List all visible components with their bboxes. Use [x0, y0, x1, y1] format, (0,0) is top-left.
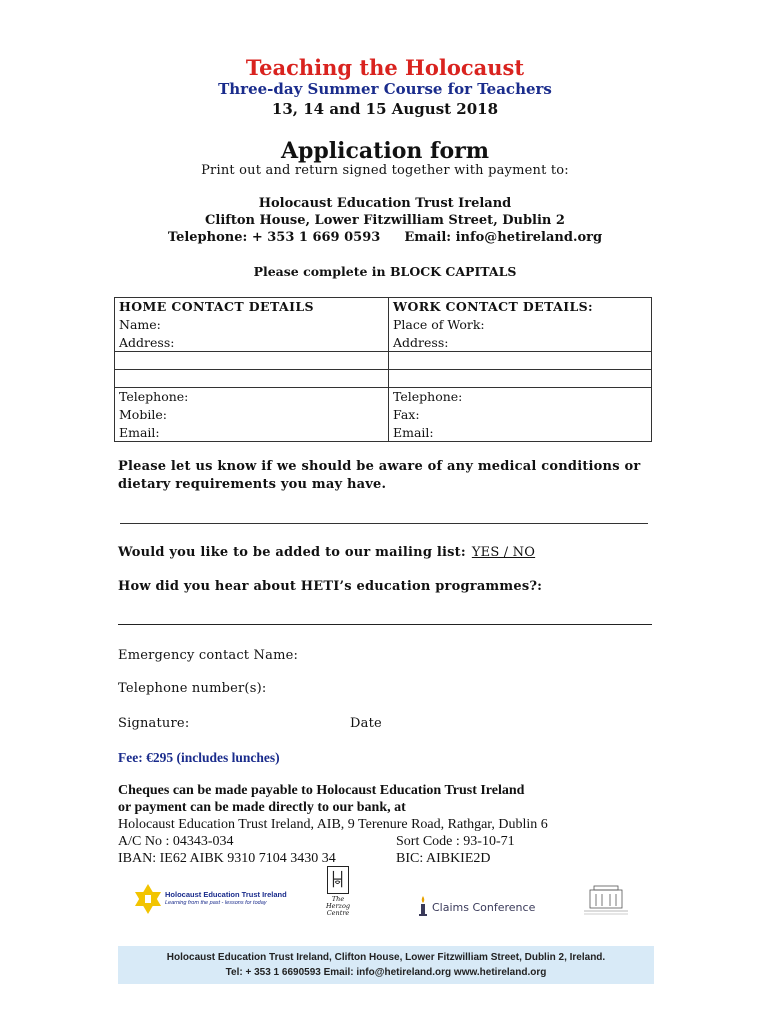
- organisation-name: Holocaust Education Trust Ireland: [258, 196, 512, 211]
- home-address-line-3[interactable]: [115, 370, 389, 388]
- footer-address: Holocaust Education Trust Ireland, Clifton House, Lower Fitzwilliam Street, Dublin 2, Ireland.: [166, 952, 606, 963]
- star-of-david-icon: [132, 882, 164, 916]
- course-subtitle: Three-day Summer Course for Teachers: [218, 80, 552, 98]
- bank-payment-instruction: or payment can be made directly to our bank, at: [118, 800, 406, 815]
- bic: BIC: AIBKIE2D: [396, 851, 491, 866]
- emergency-contact-field[interactable]: Emergency contact Name:: [118, 648, 299, 663]
- footer-contact: Tel: + 353 1 6690593 Email: info@hetireland.org www.hetireland.org: [225, 967, 547, 978]
- course-dates: 13, 14 and 15 August 2018: [271, 100, 499, 118]
- heti-logo: [132, 882, 292, 918]
- home-mobile-field[interactable]: Mobile:: [115, 406, 389, 424]
- organisation-email: Email: info@hetireland.org: [404, 230, 603, 245]
- referral-question: How did you hear about HETI’s education programmes?:: [118, 579, 543, 594]
- heti-logo-name: Holocaust Education Trust Ireland: [165, 890, 287, 899]
- mailing-list-options[interactable]: YES / NO: [471, 545, 536, 560]
- work-fax-field[interactable]: Fax:: [389, 406, 652, 424]
- work-address-line-2[interactable]: [389, 352, 652, 370]
- home-telephone-field[interactable]: Telephone:: [115, 388, 389, 406]
- work-telephone-field[interactable]: Telephone:: [389, 388, 652, 406]
- home-contact-header: HOME CONTACT DETAILS: [115, 298, 389, 316]
- herzog-centre-logo: [320, 866, 356, 920]
- herzog-monogram-icon: [327, 866, 349, 894]
- signature-field[interactable]: Signature:: [118, 716, 190, 731]
- date-field[interactable]: Date: [350, 716, 382, 731]
- heti-logo-tagline: Learning from the past - lessons for today: [165, 900, 267, 906]
- herzog-centre-name: The Herzog Centre: [325, 895, 351, 917]
- work-email-field[interactable]: Email:: [389, 424, 652, 442]
- contact-details-table: [114, 297, 652, 442]
- home-address-line-2[interactable]: [115, 352, 389, 370]
- cheque-instruction: Cheques can be made payable to Holocaust Education Trust Ireland: [118, 783, 525, 798]
- sort-code: Sort Code : 93-10-71: [396, 834, 515, 849]
- home-email-field[interactable]: Email:: [115, 424, 389, 442]
- footer-banner: [118, 946, 654, 984]
- medical-question: Please let us know if we should be aware of any medical conditions or dietary requirements you may have.: [118, 459, 641, 492]
- work-place-field[interactable]: Place of Work:: [389, 316, 652, 334]
- home-address-field[interactable]: Address:: [115, 334, 389, 352]
- telephone-numbers-field[interactable]: Telephone number(s):: [118, 681, 267, 696]
- claims-conference-logo: [416, 895, 540, 919]
- bank-details: Holocaust Education Trust Ireland, AIB, 9 Terenure Road, Rathgar, Dublin 6: [118, 817, 548, 832]
- organisation-contact: [0, 230, 770, 245]
- home-name-field[interactable]: Name:: [115, 316, 389, 334]
- organisation-telephone: Telephone: + 353 1 669 0593: [167, 230, 381, 245]
- organisation-address: Clifton House, Lower Fitzwilliam Street, Dublin 2: [205, 213, 565, 228]
- building-icon: [580, 884, 632, 918]
- claims-conference-name: Claims Conference: [432, 901, 536, 914]
- block-capitals-instruction: Please complete in BLOCK CAPITALS: [253, 264, 517, 279]
- mailing-list-label: Would you like to be added to our mailing list:: [118, 545, 466, 560]
- work-contact-header: WORK CONTACT DETAILS:: [389, 298, 652, 316]
- mailing-list-question: [118, 545, 535, 560]
- form-title: Application form: [280, 138, 490, 164]
- course-fee: Fee: €295 (includes lunches): [118, 750, 280, 765]
- account-number: A/C No : 04343-034: [118, 834, 234, 849]
- medical-answer-line[interactable]: [120, 523, 648, 524]
- candle-icon: [416, 895, 430, 919]
- print-instruction: Print out and return signed together with payment to:: [201, 163, 569, 178]
- document-title: Teaching the Holocaust: [245, 55, 525, 80]
- iban: IBAN: IE62 AIBK 9310 7104 3430 34: [118, 851, 336, 866]
- referral-answer-line[interactable]: [118, 624, 652, 625]
- work-address-line-3[interactable]: [389, 370, 652, 388]
- work-address-field[interactable]: Address:: [389, 334, 652, 352]
